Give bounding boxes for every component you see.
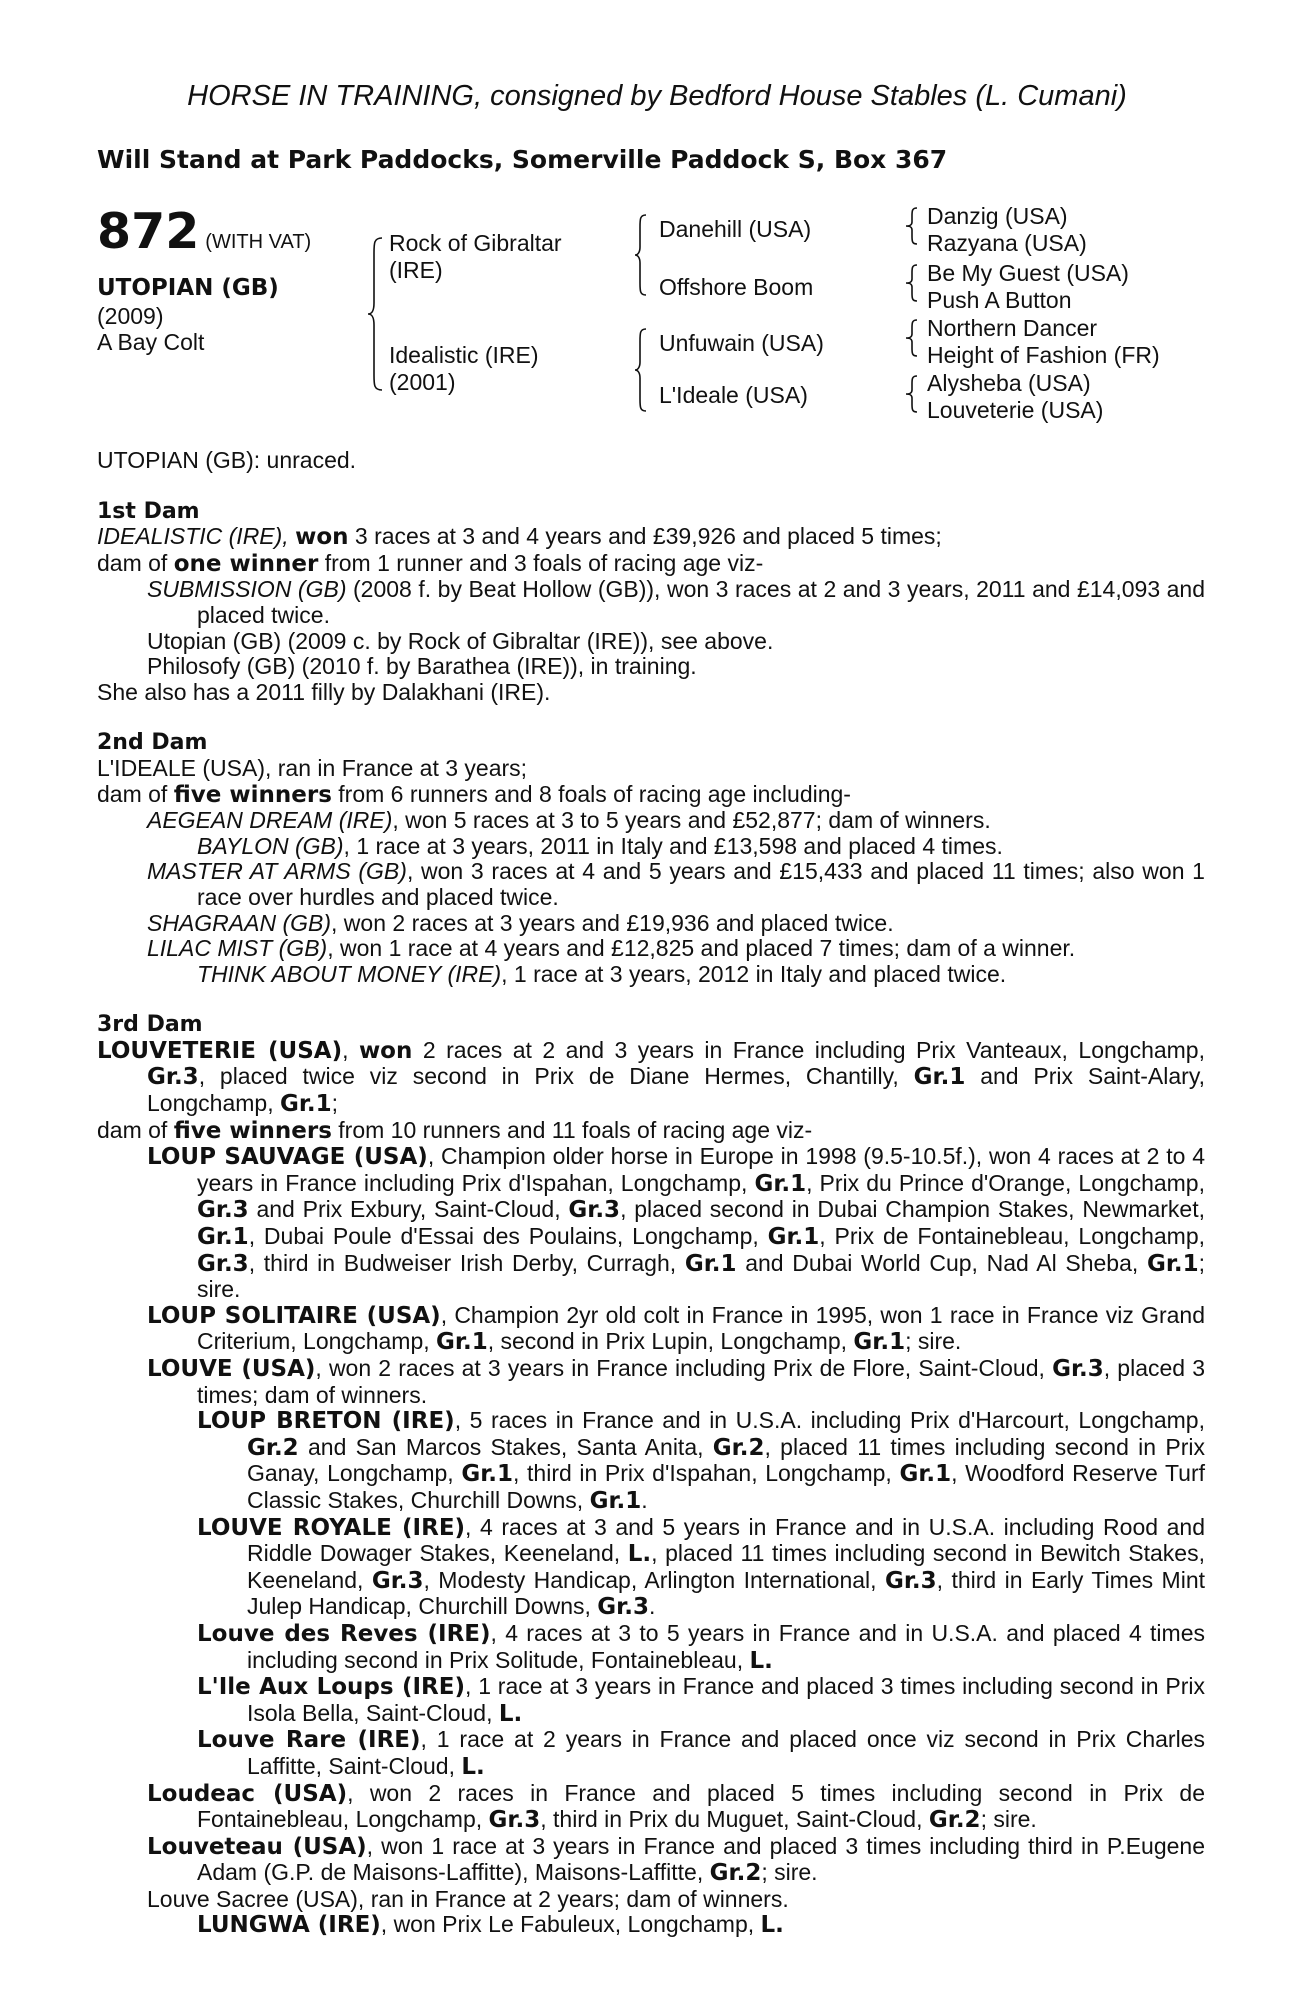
pedigree-dam-dam: L'Ideale (USA) [659,382,808,408]
pedigree-dam [389,342,539,396]
third-dam-grandchild: LOUP BRETON (IRE), 5 races in France and in U.S.A. including Prix d'Harcourt, Longchamp, Gr.2 and San Marcos Stakes, Santa Anita, Gr.2, placed 11 times including second in Prix Ganay, Longchamp, Gr.1, third in Prix d'Ispahan, Longchamp, Gr.1, Woodford Reserve Turf Classic Stakes, Churchill Downs, Gr.1. [197,1407,1206,1514]
pedigree-sire-sire: Danehill (USA) [659,216,812,242]
first-dam-offspring: Philosofy (GB) (2010 f. by Barathea (IRE)), in training. [147,653,697,680]
pedigree-sss: Danzig (USA) [927,203,1068,229]
second-dam-offspring: MASTER AT ARMS (GB), won 3 races at 4 and 5 years and £15,433 and placed 11 times; also won 1 race over hurdles and placed twice. [147,858,1205,910]
pedigree-sdd: Push A Button [927,287,1072,313]
second-dam-grandchild: BAYLON (GB), 1 race at 3 years, 2011 in Italy and £13,598 and placed 4 times. [197,832,1003,859]
third-dam-offspring: LOUP SOLITAIRE (USA), Champion 2yr old colt in France in 1995, won 1 race in France viz Grand Criterium, Longchamp, Gr.1, second in Prix Lupin, Longchamp, Gr.1; sire. [147,1301,1206,1356]
horse-year: (2009) [97,303,164,329]
third-dam-offspring: LOUVE (USA), won 2 races at 3 years in France including Prix de Flore, Saint-Cloud, Gr.3, placed 3 times; dam of winners. [147,1355,1206,1408]
second-dam-offspring: AEGEAN DREAM (IRE), won 5 races at 3 to 5 years and £52,877; dam of winners. [147,807,991,834]
second-dam-offspring: LILAC MIST (GB), won 1 race at 4 years and £12,825 and placed 7 times; dam of a winner. [147,935,1076,962]
pedigree-notes [97,448,1205,1939]
third-dam-produce: dam of five winners from 10 runners and 11 foals of racing age viz- [97,1116,813,1144]
sire-country: (IRE) [389,257,443,283]
pedigree-brace-ss [904,206,920,246]
lot-number: 872 [97,203,200,260]
third-dam-heading: 3rd Dam [97,1012,203,1038]
third-dam-grandchild: LOUVE ROYALE (IRE), 4 races at 3 and 5 years in France and in U.S.A. including Rood and Riddle Dowager Stakes, Keeneland, L., placed 11 times including second in Bewitch Stakes, Keeneland, Gr.3, Modesty Handicap, Arlington International, Gr.3, third in Early Times Mint Julep Handicap, Churchill Downs, Gr.3. [197,1513,1205,1621]
second-dam-offspring: SHAGRAAN (GB), won 2 races at 3 years and £19,936 and placed twice. [147,909,894,936]
page-header: HORSE IN TRAINING, consigned by Bedford House Stables (L. Cumani) [187,80,1127,112]
third-dam-offspring: Louve Sacree (USA), ran in France at 2 years; dam of winners. [147,1885,789,1912]
pedigree-dsd: Height of Fashion (FR) [927,342,1160,368]
race-record: UTOPIAN (GB): unraced. [97,447,357,473]
pedigree-brace-dam [633,327,649,413]
third-dam-offspring: LOUP SAUVAGE (USA), Champion older horse in Europe in 1998 (9.5-10.5f.), won 4 races at 2 to 4 years in France including Prix d'Ispahan, Longchamp, Gr.1, Prix du Prince d'Orange, Longchamp, Gr.3 and Prix Exbury, Saint-Cloud, Gr.3, placed second in Dubai Champion Stakes, Newmarket, Gr.1, Dubai Poule d'Essai des Poulains, Longchamp, Gr.1, Prix de Fontainebleau, Longchamp, Gr.3, third in Budweiser Irish Derby, Curragh, Gr.1 and Dubai World Cup, Nad Al Sheba, Gr.1; sire. [147,1143,1206,1303]
second-dam-intro: L'IDEALE (USA), ran in France at 3 years; [97,754,528,781]
third-dam-grandchild: Louve Rare (IRE), 1 race at 2 years in France and placed once viz second in Prix Charles Laffitte, Saint-Cloud, L. [197,1726,1205,1780]
dam-name: Idealistic (IRE) [389,342,539,368]
pedigree-ssd: Razyana (USA) [927,230,1087,256]
pedigree-sds: Be My Guest (USA) [927,260,1129,286]
third-dam-offspring: Louveteau (USA), won 1 race at 3 years in France and placed 3 times including third in P.Eugene Adam (G.P. de Maisons-Laffitte), Maisons-Laffitte, Gr.2; sire. [147,1832,1206,1887]
pedigree-brace-sd [904,263,920,303]
second-dam-heading: 2nd Dam [97,730,208,756]
pedigree-sire [389,230,562,284]
first-dam-intro: IDEALISTIC (IRE), won 3 races at 3 and 4 years and £39,926 and placed 5 times; [97,523,942,551]
pedigree-brace-main [366,235,386,393]
lot-number-line [97,203,311,260]
pedigree-dds: Alysheba (USA) [927,370,1091,396]
third-dam-intro: LOUVETERIE (USA), won 2 races at 2 and 3 years in France including Prix Vanteaux, Longchamp, Gr.3, placed twice viz second in Prix de Diane Hermes, Chantilly, Gr.1 and Prix Saint-Alary, Longchamp, Gr.1; [97,1036,1206,1118]
sire-name: Rock of Gibraltar [389,230,562,256]
horse-name: UTOPIAN (GB) [97,275,279,301]
pedigree-sire-dam: Offshore Boom [659,274,814,300]
pedigree-brace-ds [904,318,920,358]
pedigree-dss: Northern Dancer [927,315,1098,341]
vat-note: (WITH VAT) [205,231,312,253]
third-dam-grandchild: Louve des Reves (IRE), 4 races at 3 to 5 years in France and in U.S.A. and placed 4 times including second in Prix Solitude, Fontainebleau, L. [197,1619,1205,1674]
first-dam-heading: 1st Dam [97,498,200,524]
dam-year: (2001) [389,369,456,395]
pedigree-brace-sire [633,213,649,297]
first-dam-offspring: Utopian (GB) (2009 c. by Rock of Gibraltar (IRE)), see above. [147,627,774,654]
third-dam-grandchild: L'Ile Aux Loups (IRE), 1 race at 3 years in France and placed 3 times including second in Prix Isola Bella, Saint-Cloud, L. [197,1673,1205,1727]
pedigree-brace-dd [904,374,920,414]
first-dam-note: She also has a 2011 filly by Dalakhani (IRE). [97,678,551,705]
second-dam-grandchild: THINK ABOUT MONEY (IRE), 1 race at 3 years, 2012 in Italy and placed twice. [197,960,1007,987]
second-dam-produce: dam of five winners from 6 runners and 8 foals of racing age including- [97,780,851,808]
pedigree-dam-sire: Unfuwain (USA) [659,330,824,356]
third-dam-grandchild: LUNGWA (IRE), won Prix Le Fabuleux, Longchamp, L. [197,1911,784,1939]
first-dam-offspring: SUBMISSION (GB) (2008 f. by Beat Hollow (GB)), won 3 races at 2 and 3 years, 2011 and £14,093 and placed twice. [147,576,1206,628]
horse-description: A Bay Colt [97,329,205,355]
stand-location: Will Stand at Park Paddocks, Somerville Paddock S, Box 367 [97,145,948,174]
third-dam-offspring: Loudeac (USA), won 2 races in France and placed 5 times including second in Prix de Fontainebleau, Longchamp, Gr.3, third in Prix du Muguet, Saint-Cloud, Gr.2; sire. [147,1779,1205,1834]
first-dam-produce: dam of one winner from 1 runner and 3 foals of racing age viz- [97,549,764,577]
pedigree-ddd: Louveterie (USA) [927,397,1104,423]
